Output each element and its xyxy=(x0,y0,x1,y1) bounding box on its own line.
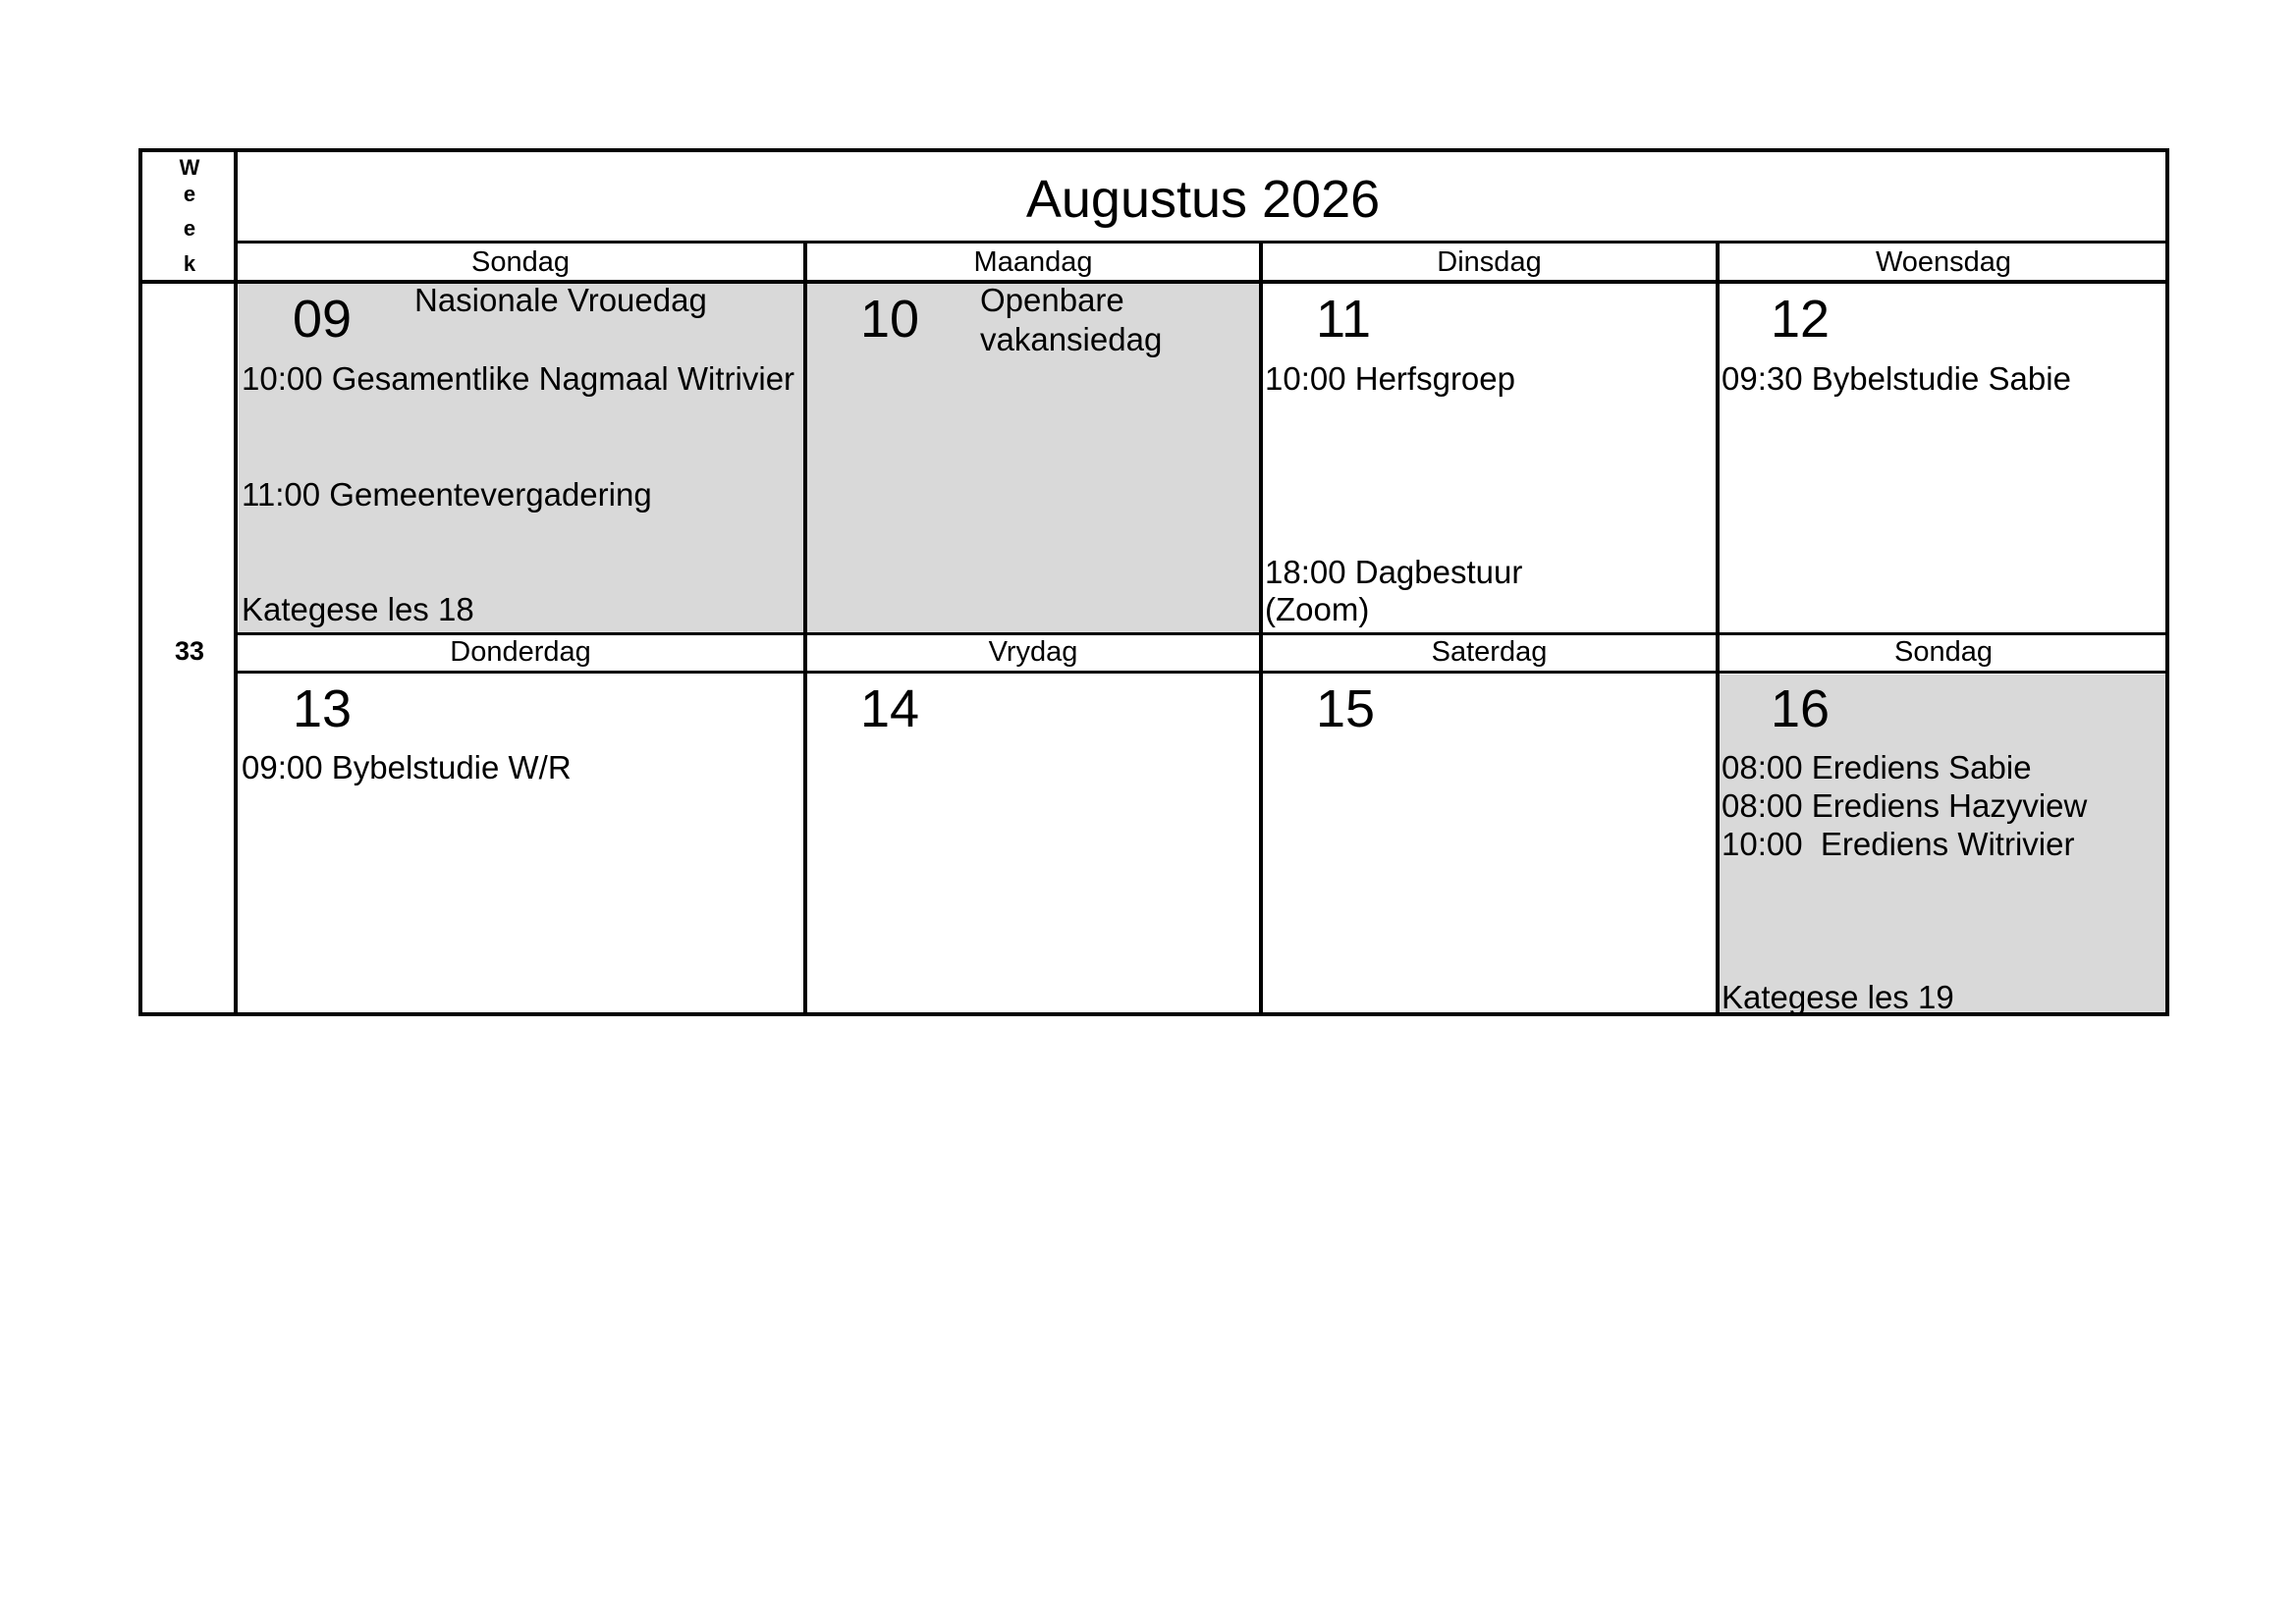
holiday-label: Nasionale Vrouedag xyxy=(414,282,707,318)
holiday-label: Openbare xyxy=(980,282,1124,318)
day-header-dinsdag: Dinsdag xyxy=(1437,246,1542,278)
day-header-saterdag: Saterdag xyxy=(1431,636,1548,668)
event: 10:00 Erediens Witrivier xyxy=(1722,826,2075,862)
day-header-sondag: Sondag xyxy=(1894,636,1993,668)
event: Kategese les 18 xyxy=(242,591,474,627)
day-number-11: 11 xyxy=(1316,290,1372,349)
event: 08:00 Erediens Hazyview xyxy=(1722,787,2088,824)
day-number-14: 14 xyxy=(860,679,920,738)
day-header-donderdag: Donderdag xyxy=(450,636,591,668)
week-number: 33 xyxy=(174,636,205,666)
holiday-label: vakansiedag xyxy=(980,321,1163,357)
day-number-10: 10 xyxy=(860,290,920,349)
day-header-sondag: Sondag xyxy=(471,246,570,278)
event: Kategese les 19 xyxy=(1722,979,1954,1015)
event: 09:00 Bybelstudie W/R xyxy=(242,749,572,785)
header-divider xyxy=(234,671,2169,674)
week-label-letter: e xyxy=(183,182,196,206)
event: 09:30 Bybelstudie Sabie xyxy=(1722,360,2071,397)
day-number-09: 09 xyxy=(293,290,353,349)
week-label-letter: k xyxy=(183,251,196,276)
column-divider xyxy=(803,242,807,1016)
day-header-vrydag: Vrydag xyxy=(988,636,1078,668)
day-number-15: 15 xyxy=(1316,679,1376,738)
day-header-woensdag: Woensdag xyxy=(1875,246,2012,278)
day-number-12: 12 xyxy=(1771,290,1831,349)
day-number-16: 16 xyxy=(1771,679,1831,738)
week-label-letter: e xyxy=(183,216,196,241)
event: 10:00 Herfsgroep xyxy=(1265,360,1515,397)
month-title: Augustus 2026 xyxy=(1025,170,1381,229)
event: 08:00 Erediens Sabie xyxy=(1722,749,2032,785)
event: (Zoom) xyxy=(1265,591,1370,627)
column-divider xyxy=(1716,242,1720,1016)
day-number-13: 13 xyxy=(293,679,353,738)
event: 10:00 Gesamentlike Nagmaal Witrivier xyxy=(242,360,795,397)
event: 18:00 Dagbestuur xyxy=(1265,554,1523,590)
day-header-maandag: Maandag xyxy=(973,246,1093,278)
week-label-letter: W xyxy=(179,155,200,180)
column-divider xyxy=(1259,242,1263,1016)
event: 11:00 Gemeentevergadering xyxy=(242,476,652,513)
